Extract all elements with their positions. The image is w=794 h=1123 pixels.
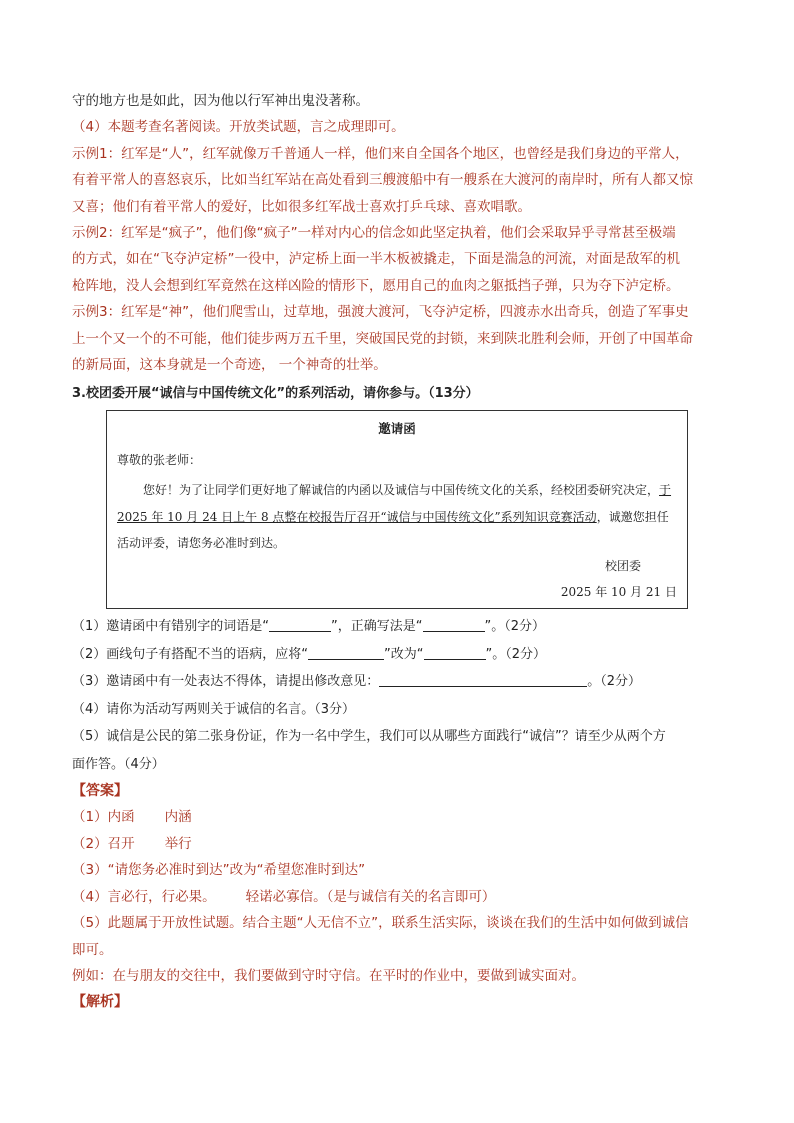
sub-question-text: ”。（2分） — [484, 619, 546, 635]
answer-section — [72, 804, 728, 989]
text-line: 的新局面，这本身就是一个奇迹， 一个神奇的壮举。 — [72, 357, 387, 374]
sub-question-text: ”。（2分） — [485, 646, 547, 662]
letter-date: 2025 年 10 月 21 日 — [560, 585, 677, 600]
letter-body-end: ，诚邀您担任活动评委，请您务必准时到达。 — [117, 509, 669, 551]
sub-question-5-line: （5）诚信是公民的第二张身份证，作为一名中学生，我们可以从哪些方面践行“诚信”？请至少从两个方 — [72, 729, 666, 745]
sub-question-3 — [72, 668, 728, 696]
analysis-heading: 【解析】 — [72, 994, 128, 1011]
letter-body-start: 您好！为了让同学们更好地了解诚信的内函以及诚信与中国传统文化的关系，经校团委研究决定， — [143, 483, 660, 498]
answer-blank[interactable] — [269, 617, 331, 632]
letter-greeting: 尊敬的张老师： — [117, 453, 202, 468]
text-line: 示例3：红军是“神”，他们爬雪山，过草地，强渡大渡河，飞夺泸定桥，四渡赤水出奇兵，创造了军事史 — [72, 304, 689, 321]
text-line: 的方式，如在“飞夺泸定桥”一役中，泸定桥上面一半木板被撬走，下面是湍急的河流，对面是敌军的机 — [72, 251, 680, 268]
text-line: 守的地方也是如此，因为他以行军神出鬼没著称。 — [72, 93, 369, 109]
letter-body — [117, 477, 673, 557]
answer-blank[interactable] — [379, 672, 587, 687]
sub-question-4: （4）请你为活动写两则关于诚信的名言。（3分） — [72, 701, 356, 717]
letter-title: 邀请函 — [378, 421, 416, 437]
invitation-letter-box — [106, 410, 688, 609]
sub-question-text: （3）邀请函中有一处表达不得体，请提出修改意见： — [72, 674, 380, 690]
text-line: 上一个又一个的不可能，他们徒步两万五千里，突破国民党的封锁，来到陕北胜利会师，开创了中国革命 — [72, 330, 693, 347]
text-line: 示例2：红军是“疯子”，他们像“疯子”一样对内心的信念如此坚定执着，他们会采取异乎寻常甚至极端 — [72, 225, 676, 242]
answer-4 — [72, 884, 728, 910]
sub-question-text: ”改为“ — [384, 646, 424, 662]
answer-blank[interactable] — [423, 617, 485, 632]
answer-5-line: 即可。 — [72, 941, 113, 958]
sub-question-text: （1）邀请函中有错别字的词语是“ — [72, 619, 270, 635]
answer-example: 例如：在与朋友的交往中，我们要做到守时守信。在平时的作业中，要做到诚实面对。 — [72, 967, 585, 984]
sub-question-text: （2）画线句子有搭配不当的语病，应将“ — [72, 646, 309, 662]
answer-3: （3）“请您务必准时到达”改为“希望您准时到达” — [72, 862, 366, 879]
answer-value: 轻诺必寡信。（是与诚信有关的名言即可） — [245, 888, 496, 905]
answer-5-line: （5）此题属于开放性试题。结合主题“人无信不立”，联系生活实际，谈谈在我们的生活中如何做到诚信 — [72, 915, 689, 932]
answer-value: 内涵 — [164, 809, 192, 826]
text-line: （4）本题考查名著阅读。开放类试题，言之成理即可。 — [72, 119, 405, 136]
text-line: 又喜；他们有着平常人的爱好，比如很多红军战士喜欢打乒乓球、喜欢唱歌。 — [72, 198, 531, 215]
text-line: 有着平常人的喜怒哀乐，比如当红军站在高处看到三艘渡船中有一艘系在大渡河的南岸时，所有人都又惊 — [72, 172, 693, 189]
document-page — [72, 88, 728, 1015]
answer-label: （1）内函 — [72, 809, 135, 826]
text-line: 示例1：红军是“人”，红军就像万千普通人一样，他们来自全国各个地区，也曾经是我们身边的平常人， — [72, 145, 689, 162]
prior-answer-text — [72, 88, 728, 378]
answer-label: （2）召开 — [72, 835, 135, 852]
letter-signature: 校团委 — [604, 559, 641, 574]
sub-question-1 — [72, 613, 728, 641]
sub-question-text: 。（2分） — [587, 674, 642, 690]
answer-blank[interactable] — [424, 645, 486, 660]
question-3-heading: 3.校团委开展“诚信与中国传统文化”的系列活动，请你参与。（13分） — [72, 386, 479, 402]
answer-blank[interactable] — [308, 645, 384, 660]
sub-question-5-line: 面作答。（4分） — [72, 756, 165, 772]
answer-2 — [72, 831, 728, 857]
sub-question-2 — [72, 641, 728, 669]
answer-label: （4）言必行，行必果。 — [72, 888, 216, 905]
answer-value: 举行 — [164, 835, 192, 852]
sub-question-text: ”，正确写法是“ — [331, 619, 423, 635]
answer-heading: 【答案】 — [72, 783, 128, 800]
underlined-sentence: 于 2025 年 10 月 24 日上午 8 点整在校报告厅召开“诚信与中国传统文化”系列知识竞赛活动 — [117, 483, 672, 524]
text-line: 枪阵地，没人会想到红军竟然在这样凶险的情形下，愿用自己的血肉之躯抵挡子弹，只为夺下泸定桥。 — [72, 277, 680, 294]
answer-1 — [72, 804, 728, 830]
sub-questions — [72, 613, 728, 778]
